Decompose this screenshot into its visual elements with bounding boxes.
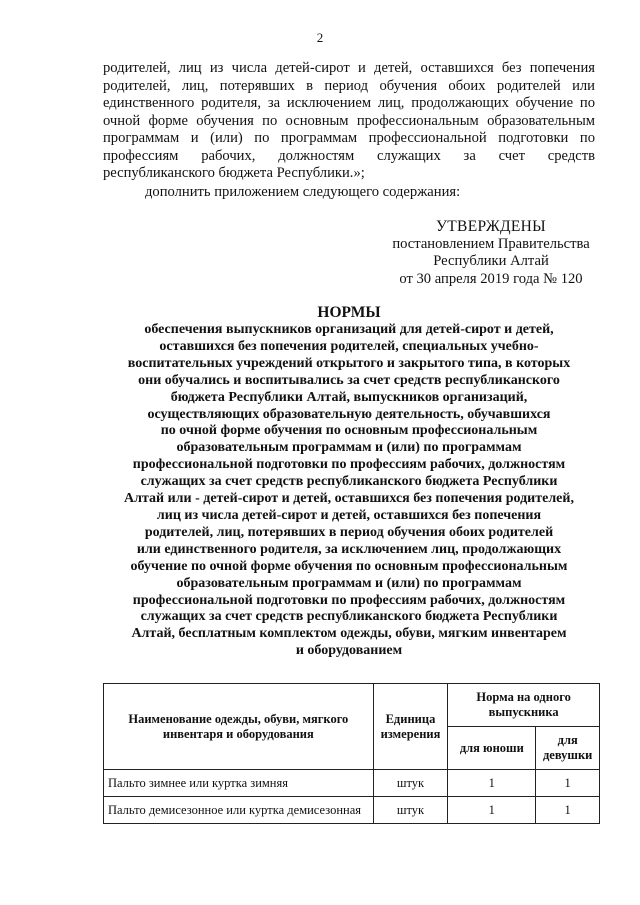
norms-subtitle-line: образовательным программам и (или) по программам — [176, 440, 522, 456]
col-header-name: Наименование одежды, обуви, мягкого инвентаря и оборудования — [104, 684, 374, 770]
table-header-row — [104, 684, 600, 727]
norms-subtitle-line: воспитательных учреждений открытого и закрытого типа, в которых — [127, 355, 571, 371]
addition-paragraph: дополнить приложением следующего содержания: — [145, 184, 461, 200]
norms-subtitle-line: профессиональной подготовки по профессиям рабочих, должностям — [132, 592, 566, 608]
page-number: 2 — [316, 30, 324, 45]
cell-girls: 1 — [536, 797, 600, 824]
col-header-boys: для юноши — [448, 727, 536, 770]
table-row — [104, 797, 600, 824]
norms-subtitle-line: бюджета Республики Алтай, выпускников организаций, — [170, 389, 528, 405]
norms-table — [103, 683, 600, 824]
norms-subtitle-line: служащих за счет средств республиканского бюджета Республики — [140, 474, 558, 490]
norms-subtitle-line: Алтай или - детей-сирот и детей, оставшихся без попечения родителей, — [124, 491, 574, 507]
norms-title: НОРМЫ — [317, 304, 381, 321]
approval-heading: УТВЕРЖДЕНЫ — [436, 218, 546, 235]
approval-line-1: постановлением Правительства — [392, 235, 590, 252]
cell-item-name: Пальто демисезонное или куртка демисезонная — [104, 797, 374, 824]
norms-subtitle-line: они обучались и воспитывались за счет средств республиканского — [138, 372, 560, 388]
col-header-norm: Норма на одного выпускника — [448, 684, 600, 727]
norms-subtitle-line: оставшихся без попечения родителей, специальных учебно- — [159, 338, 539, 354]
norms-subtitle-line: образовательным программам и (или) по программам — [176, 575, 522, 591]
norms-subtitle-line: или единственного родителя, за исключением лиц, продолжающих — [136, 541, 562, 557]
intro-paragraph: родителей, лиц из числа детей-сирот и детей, оставшихся без попечения родителей, лиц, потерявших в период обучения обоих родителей или единственного родителя, за исключением лиц, продолжающих обучение по очной форме обучения по основным профессиональным образовательным программам и (или) по программам профессиональной подготовки по профессиям рабочих, должностям служащих за счет средств республиканского бюджета Республики.»; — [103, 60, 595, 181]
norms-subtitle-line: и оборудованием — [295, 643, 403, 659]
norms-subtitle-line: обеспечения выпускников организаций для детей-сирот и детей, — [144, 322, 554, 337]
cell-unit: штук — [373, 770, 448, 797]
cell-unit: штук — [373, 797, 448, 824]
norms-subtitle-line: профессиональной подготовки по профессиям рабочих, должностям — [132, 457, 566, 473]
col-header-unit: Единица измерения — [373, 684, 448, 770]
cell-boys: 1 — [448, 770, 536, 797]
norms-subtitle-line: лиц из числа детей-сирот и детей, оставшихся без попечения — [156, 507, 542, 523]
approval-line-3: от 30 апреля 2019 года № 120 — [399, 270, 583, 287]
norms-subtitle — [103, 322, 595, 660]
norms-subtitle-line: по очной форме обучения по основным профессиональным — [160, 423, 538, 439]
table-row — [104, 770, 600, 797]
col-header-girls: для девушки — [536, 727, 600, 770]
norms-subtitle-line: служащих за счет средств республиканского бюджета Республики — [140, 609, 558, 625]
cell-item-name: Пальто зимнее или куртка зимняя — [104, 770, 374, 797]
norms-subtitle-line: родителей, лиц, потерявших в период обучения обоих родителей — [144, 524, 554, 540]
cell-girls: 1 — [536, 770, 600, 797]
approval-line-2: Республики Алтай — [433, 253, 549, 269]
approval-block — [380, 218, 602, 288]
norms-subtitle-line: Алтай, бесплатным комплектом одежды, обуви, мягким инвентарем — [131, 626, 567, 642]
cell-boys: 1 — [448, 797, 536, 824]
norms-heading-block — [103, 304, 595, 660]
norms-subtitle-line: осуществляющих образовательную деятельность, обучавшихся — [147, 406, 551, 422]
norms-subtitle-line: обучение по очной форме обучения по основным профессиональным — [130, 558, 568, 574]
